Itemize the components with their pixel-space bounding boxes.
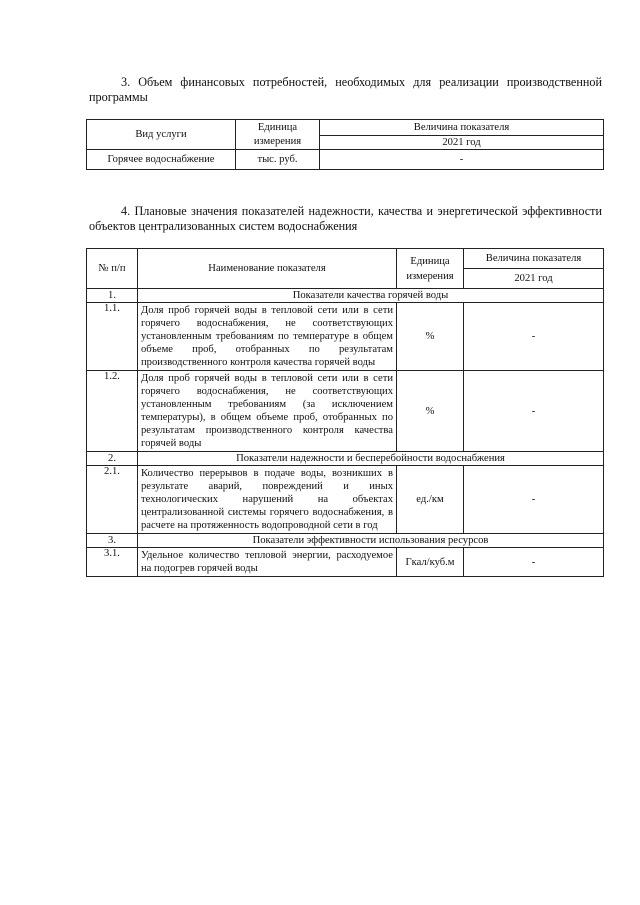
row-value: -	[464, 303, 604, 371]
col-service-header: Вид услуги	[87, 120, 236, 150]
row-value: -	[464, 371, 604, 452]
row-num: 2.1.	[87, 466, 138, 534]
row-name: Удельное количество тепловой энергии, расходуемое на подогрев горячей воды	[138, 548, 397, 577]
row-num: 1.2.	[87, 371, 138, 452]
col-unit-header: Единица измерения	[397, 249, 464, 289]
table-row	[87, 466, 604, 534]
group-row	[87, 534, 604, 548]
col-year-header: 2021 год	[320, 136, 604, 150]
col-value-header: Величина показателя	[320, 120, 604, 136]
section-4-heading: 4. Плановые значения показателей надежности, качества и энергетической эффективности объектов централизованных систем водоснабжения	[89, 204, 602, 233]
table-row	[87, 548, 604, 577]
unit-cell: тыс. руб.	[236, 150, 320, 170]
row-num: 3.1.	[87, 548, 138, 577]
section-3-heading: 3. Объем финансовых потребностей, необходимых для реализации производственной программы	[89, 75, 602, 104]
col-num-header: № п/п	[87, 249, 138, 289]
row-value: -	[464, 548, 604, 577]
value-cell: -	[320, 150, 604, 170]
row-unit: Гкал/куб.м	[397, 548, 464, 577]
row-name: Доля проб горячей воды в тепловой сети или в сети горячего водоснабжения, не соответствующих установленным требованиям (за исключением температуры), в общем объеме проб, отобранных по результатам производственного контроля качества горячей воды	[138, 371, 397, 452]
col-name-header: Наименование показателя	[138, 249, 397, 289]
row-num: 1.1.	[87, 303, 138, 371]
group-num: 3.	[87, 534, 138, 548]
table-row	[87, 371, 604, 452]
row-name: Доля проб горячей воды в тепловой сети или в сети горячего водоснабжения, не соответствующих установленным требованиям по температуре в общем объеме проб, отобранных по результатам производственного контроля качества горячей воды	[138, 303, 397, 371]
row-unit: %	[397, 371, 464, 452]
col-unit-header: Единица измерения	[236, 120, 320, 150]
group-title: Показатели эффективности использования ресурсов	[138, 534, 604, 548]
row-unit: ед./км	[397, 466, 464, 534]
row-name: Количество перерывов в подаче воды, возникших в результате аварий, повреждений и иных технологических нарушений на объектах централизованной системы горячего водоснабжения, в расчете на протяженность водопроводной сети в год	[138, 466, 397, 534]
indicators-table	[86, 248, 604, 577]
group-num: 1.	[87, 289, 138, 303]
table-row	[87, 303, 604, 371]
row-unit: %	[397, 303, 464, 371]
col-year-header: 2021 год	[464, 269, 604, 289]
service-cell: Горячее водоснабжение	[87, 150, 236, 170]
group-title: Показатели качества горячей воды	[138, 289, 604, 303]
group-row	[87, 289, 604, 303]
table-row	[87, 150, 604, 170]
group-row	[87, 452, 604, 466]
group-num: 2.	[87, 452, 138, 466]
col-value-header: Величина показателя	[464, 249, 604, 269]
financial-needs-table	[86, 119, 604, 170]
row-value: -	[464, 466, 604, 534]
group-title: Показатели надежности и бесперебойности водоснабжения	[138, 452, 604, 466]
